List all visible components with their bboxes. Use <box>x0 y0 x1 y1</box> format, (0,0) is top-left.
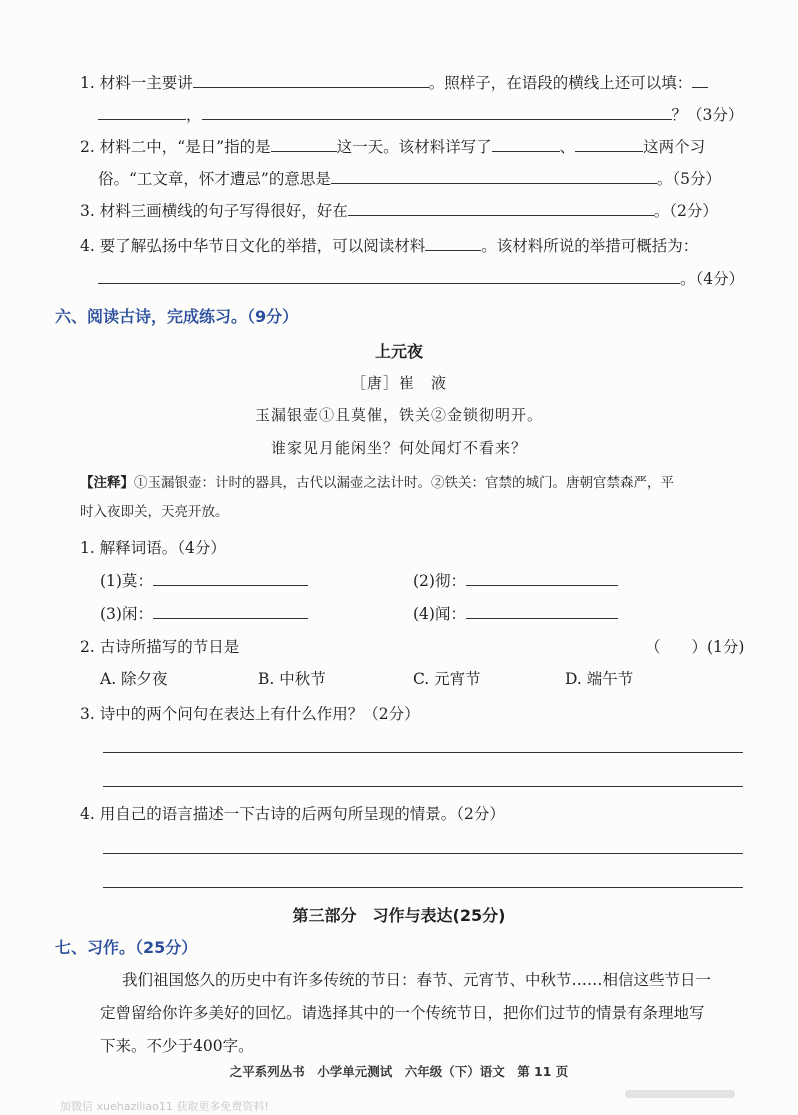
answer-line[interactable] <box>103 786 743 787</box>
option-d: D. 端午节 <box>565 670 634 688</box>
q1-line1: 1. 材料一主要讲 。照样子，在语段的横线上还可以填： <box>80 71 708 95</box>
answer-blank[interactable] <box>466 602 618 619</box>
q4-line2: 。（4分） <box>98 267 744 291</box>
poem-line-2: 谁家见月能闲坐？何处闻灯不看来？ <box>270 439 527 457</box>
s6-q2-paren[interactable]: （ ）(1分) <box>645 638 745 656</box>
q2-line2: 俗。“工文章，怀才遭忌”的意思是 。（5分） <box>98 167 721 191</box>
s6-q2: 2. 古诗所描写的节日是 <box>80 638 240 656</box>
answer-blank[interactable] <box>202 103 672 120</box>
answer-line[interactable] <box>103 853 743 854</box>
poem-author: ［唐］崔 液 <box>350 374 447 392</box>
s6-q1-item1: (1)莫： <box>100 569 308 593</box>
essay-prompt-line2: 定曾留给你许多美好的回忆。请选择其中的一个传统节日，把你们过节的情景有条理地写 <box>100 1004 705 1022</box>
answer-blank[interactable] <box>153 602 308 619</box>
q1-line2: ， ？（3分） <box>98 103 743 127</box>
option-c: C. 元宵节 <box>413 670 481 688</box>
answer-blank[interactable] <box>466 569 618 586</box>
part3-title: 第三部分 习作与表达(25分) <box>292 906 506 925</box>
essay-prompt-line1: 我们祖国悠久的历史中有许多传统的节日：春节、元宵节、中秋节……相信这些节日一 <box>122 971 712 989</box>
s6-q1-item4: (4)闻： <box>413 602 618 626</box>
answer-blank[interactable] <box>98 103 186 120</box>
watermark-text: 加微信 xuehaziliao11 获取更多免费资料! <box>60 1100 269 1113</box>
q4-line1: 4. 要了解弘扬中华节日文化的举措，可以阅读材料 。该材料所说的举措可概括为： <box>80 234 698 258</box>
answer-blank[interactable] <box>575 135 643 152</box>
answer-blank[interactable] <box>331 167 657 184</box>
answer-blank[interactable] <box>692 71 708 88</box>
option-b: B. 中秋节 <box>258 670 326 688</box>
answer-blank[interactable] <box>193 71 429 88</box>
s6-q1: 1. 解释词语。（4分） <box>80 539 226 557</box>
answer-line[interactable] <box>103 752 743 753</box>
page-footer: 之平系列丛书 小学单元测试 六年级（下）语文 第 11 页 <box>229 1064 569 1079</box>
s6-q1-item2: (2)彻： <box>413 569 618 593</box>
s6-q4: 4. 用自己的语言描述一下古诗的后两句所呈现的情景。（2分） <box>80 805 505 823</box>
s6-q3: 3. 诗中的两个问句在表达上有什么作用？（2分） <box>80 705 420 723</box>
essay-prompt-line3: 下来。不少于400字。 <box>100 1037 254 1055</box>
s6-q1-item3: (3)闲： <box>100 602 308 626</box>
answer-line[interactable] <box>103 887 743 888</box>
answer-blank[interactable] <box>425 234 481 251</box>
poem-line-1: 玉漏银壶①且莫催，铁关②金锁彻明开。 <box>254 406 543 424</box>
answer-blank[interactable] <box>492 135 560 152</box>
poem-title: 上元夜 <box>374 342 423 361</box>
poem-note-1: 【注释】①玉漏银壶：计时的器具，古代以漏壶之法计时。②铁关：官禁的城门。唐朝官禁森严，平 <box>80 475 674 491</box>
q2-line1: 2. 材料二中，“是日”指的是 这一天。该材料详写了 、 这两个习 <box>80 135 705 159</box>
answer-blank[interactable] <box>271 135 337 152</box>
watermark-smudge <box>625 1090 735 1098</box>
q3-line: 3. 材料三画横线的句子写得很好，好在 。（2分） <box>80 199 718 223</box>
option-a: A. 除夕夜 <box>100 670 168 688</box>
answer-blank[interactable] <box>153 569 308 586</box>
answer-blank[interactable] <box>348 199 654 216</box>
answer-blank[interactable] <box>98 267 680 284</box>
section6-heading: 六、阅读古诗，完成练习。（9分） <box>55 307 299 326</box>
section7-heading: 七、习作。（25分） <box>55 938 198 957</box>
poem-note-2: 时入夜即关，天亮开放。 <box>80 504 229 520</box>
